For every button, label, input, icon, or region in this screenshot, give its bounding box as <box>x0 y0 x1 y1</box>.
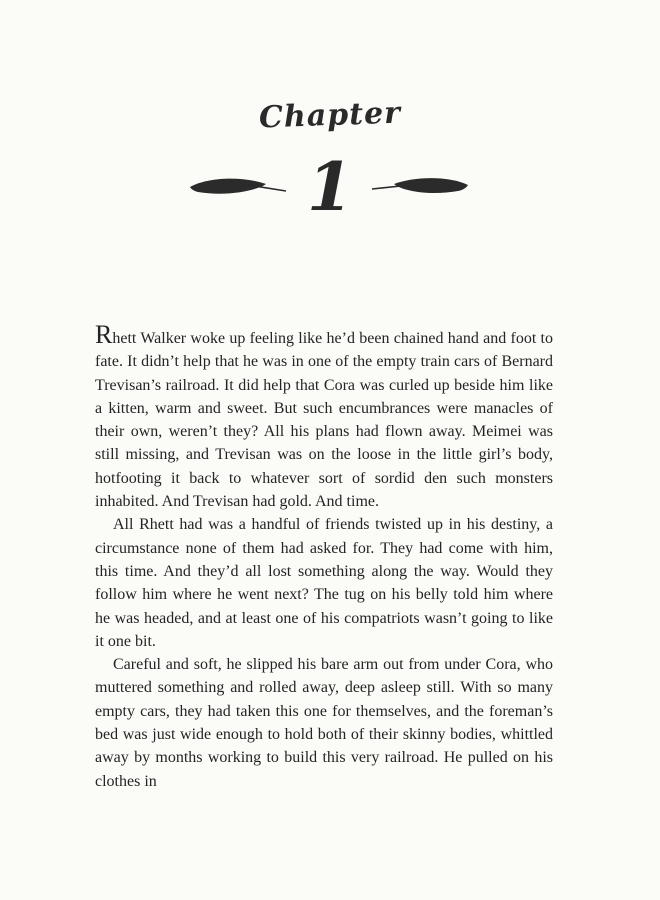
paragraph <box>95 320 553 513</box>
paragraph: All Rhett had was a handful of friends twisted up in his destiny, a circumstance none of them had asked for. They had come with him, this time. And they’d all lost something along the way. Would they follow him where he went next? The tug on his belly told him where he was headed, and at least one of his compatriots wasn’t going to like it one bit. <box>95 516 553 650</box>
chapter-heading: Chapter <box>258 95 402 136</box>
drop-cap: R <box>95 320 113 349</box>
feather-right-icon <box>370 172 470 200</box>
paragraph: Careful and soft, he slipped his bare arm out from under Cora, who muttered something and rolled away, deep asleep still. With so many empty cars, they had taken this one for themselves, and the foreman’s bed was just wide enough to hold both of their skinny bodies, whittled away by months working to build this very railroad. He pulled on his clothes in <box>95 656 553 790</box>
chapter-body <box>95 320 553 793</box>
paragraph-text: hett Walker woke up feeling like he’d been chained hand and foot to fate. It didn’t help that he was in one of the empty train cars of Bernard Trevisan’s railroad. It did help that Cora was curled up beside him like a kitten, warm and sweet. But such encumbrances were manacles of their own, weren’t they? All his plans had flown away. Meimei was still missing, and Trevisan was on the loose in the little girl’s body, hotfooting it back to whatever sort of sordid den such monsters inhabited. And Trevisan had gold. And time. <box>95 330 553 511</box>
chapter-number: 1 <box>307 148 353 226</box>
